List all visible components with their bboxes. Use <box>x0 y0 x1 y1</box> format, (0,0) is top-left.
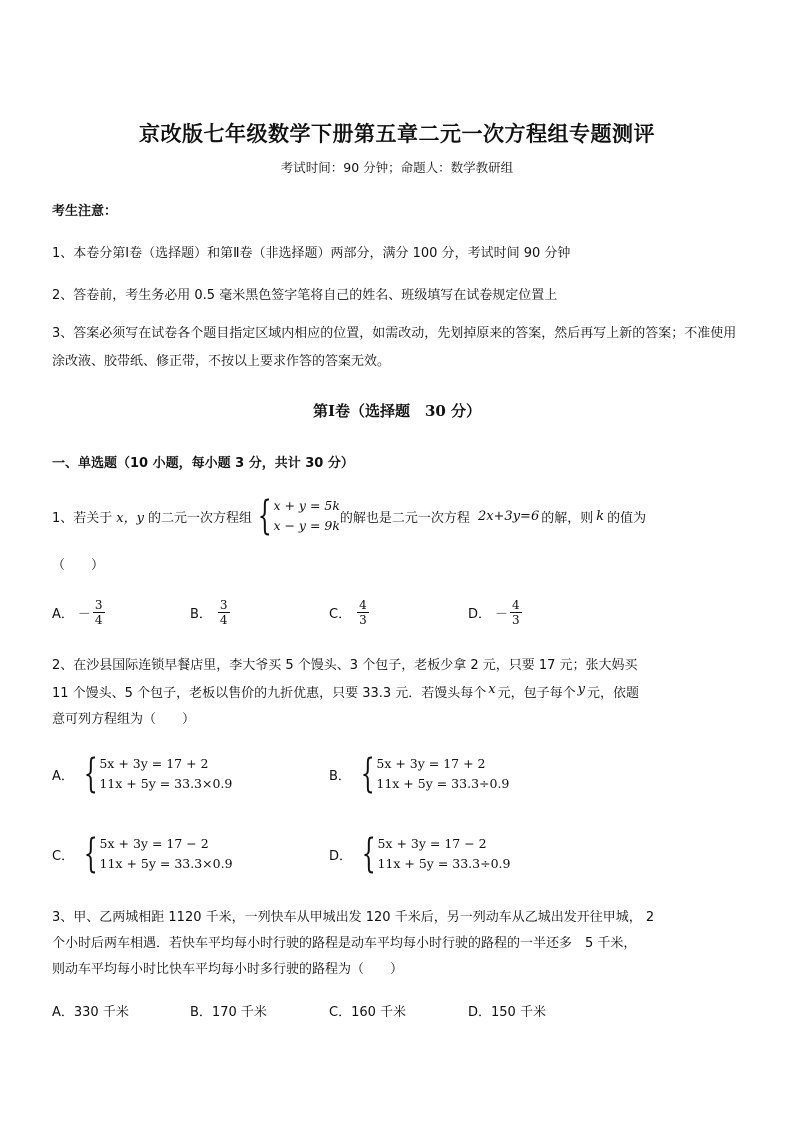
q1-option-b[interactable] <box>190 598 232 627</box>
question-2-line-3: 意可列方程组为（ ） <box>52 712 196 727</box>
q1-equation-system <box>252 493 340 539</box>
notice-item-3: 3、答案必须写在试卷各个题目指定区域内相应的位置，如需改动，先划掉原来的答案，然后再写上新的答案；不准使用涂改液、胶带纸、修正带，不按以上要求作答的答案无效。 <box>52 326 737 369</box>
q1-vars: x，y <box>116 510 144 526</box>
option-fraction: $\frac{4}{3}$ <box>512 598 520 627</box>
question-3-line-1: 3、甲、乙两城相距 1120 千米，一列快车从甲城出发 120 千米后，另一列动车从乙城出发开往甲城， 2 <box>52 910 655 925</box>
brace-icon: { <box>83 751 98 797</box>
option-letter: C． <box>52 848 75 864</box>
q1-option-c[interactable] <box>329 598 371 627</box>
q1-k: k <box>596 508 605 524</box>
q2-x: x <box>488 682 496 697</box>
part-heading: 一、单选题（10 小题，每小题 3 分，共计 30 分） <box>52 456 354 471</box>
q3-option-c[interactable]: C．160 千米 <box>329 1005 407 1020</box>
q1-post2: 的解，则 <box>541 510 594 526</box>
q2-option-d[interactable] <box>329 831 511 877</box>
option-equation-system: { 5x + 3y = 17 − 2 11x + 5y = 33.3÷0.9 <box>361 831 511 877</box>
option-letter: C． <box>329 607 352 622</box>
option-letter: B． <box>190 607 212 622</box>
option-equation-system: { 5x + 3y = 17 + 2 11x + 5y = 33.3×0.9 <box>83 751 233 797</box>
option-sign: － <box>495 607 509 622</box>
question-3-line-3: 则动车平均每小时比快车平均每小时多行驶的路程为（ ） <box>52 962 404 977</box>
q1-pre: 1、若关于 <box>52 510 113 526</box>
q3-option-b[interactable]: B．170 千米 <box>190 1005 267 1020</box>
notice-item-2: 2、答卷前，考生务必用 0.5 毫米黑色签字笔将自己的姓名、班级填写在试卷规定位置上 <box>52 288 558 303</box>
q1-answer-paren: （ ） <box>52 558 105 573</box>
q1-mid: 的二元一次方程组 <box>147 510 252 526</box>
option-letter: B． <box>329 768 351 784</box>
section-title: 第Ⅰ卷（选择题 30 分） <box>312 402 482 420</box>
option-sign: － <box>77 607 91 622</box>
option-letter: D． <box>468 607 492 622</box>
q2-option-c[interactable] <box>52 831 233 877</box>
brace-icon: { <box>361 831 376 877</box>
question-3-line-2: 个小时后两车相遇．若快车平均每小时行驶的路程是动车平均每小时行驶的路程的一半还多 5 千米， <box>52 936 637 951</box>
q1-option-d[interactable] <box>468 598 524 627</box>
option-equation-system: { 5x + 3y = 17 + 2 11x + 5y = 33.3÷0.9 <box>360 751 510 797</box>
option-fraction: $\frac{3}{4}$ <box>219 598 228 627</box>
option-letter: D． <box>329 848 353 864</box>
option-fraction: $\frac{4}{3}$ <box>359 598 367 627</box>
q2-y: y <box>577 682 586 697</box>
brace-icon: { <box>83 831 98 877</box>
exam-subtitle: 考试时间：90 分钟；命题人：数学教研组 <box>280 160 514 175</box>
q3-option-a[interactable]: A．330 千米 <box>52 1005 129 1020</box>
option-equation-system: { 5x + 3y = 17 − 2 11x + 5y = 33.3×0.9 <box>83 831 233 877</box>
brace-icon: { <box>257 493 272 539</box>
exam-title: 京改版七年级数学下册第五章二元一次方程组专题测评 <box>139 121 655 146</box>
q2-option-a[interactable] <box>52 751 233 797</box>
option-letter: A． <box>52 607 74 622</box>
q1-equation: 2x+3y=6 <box>477 508 540 524</box>
q1-option-a[interactable] <box>52 598 107 627</box>
option-fraction: $\frac{3}{4}$ <box>94 598 103 627</box>
brace-icon: { <box>360 751 375 797</box>
q1-post1: 的解也是二元一次方程 <box>339 510 470 526</box>
q2-option-b[interactable] <box>329 751 510 797</box>
q1-eq2: x − y = 9k <box>273 518 340 533</box>
option-letter: A． <box>52 768 74 784</box>
question-2-line-2: 11 个馒头、5 个包子，老板以售价的九折优惠，只要 33.3 元．若馒头每个 x 元，包子每个 y 元，依题 <box>52 682 640 701</box>
q1-post3: 的值为 <box>607 510 647 526</box>
notice-item-1: 1、本卷分第Ⅰ卷（选择题）和第Ⅱ卷（非选择题）两部分，满分 100 分，考试时间 90 分钟 <box>52 246 571 261</box>
question-2-line-1: 2、在沙县国际连锁早餐店里，李大爷买 5 个馒头、3 个包子，老板少拿 2 元，只要 17 元；张大妈买 <box>52 658 638 673</box>
question-1-stem <box>52 493 647 539</box>
q3-option-d[interactable]: D．150 千米 <box>468 1005 546 1020</box>
notice-heading: 考生注意： <box>52 204 118 219</box>
q1-eq1: x + y = 5k <box>273 498 340 513</box>
